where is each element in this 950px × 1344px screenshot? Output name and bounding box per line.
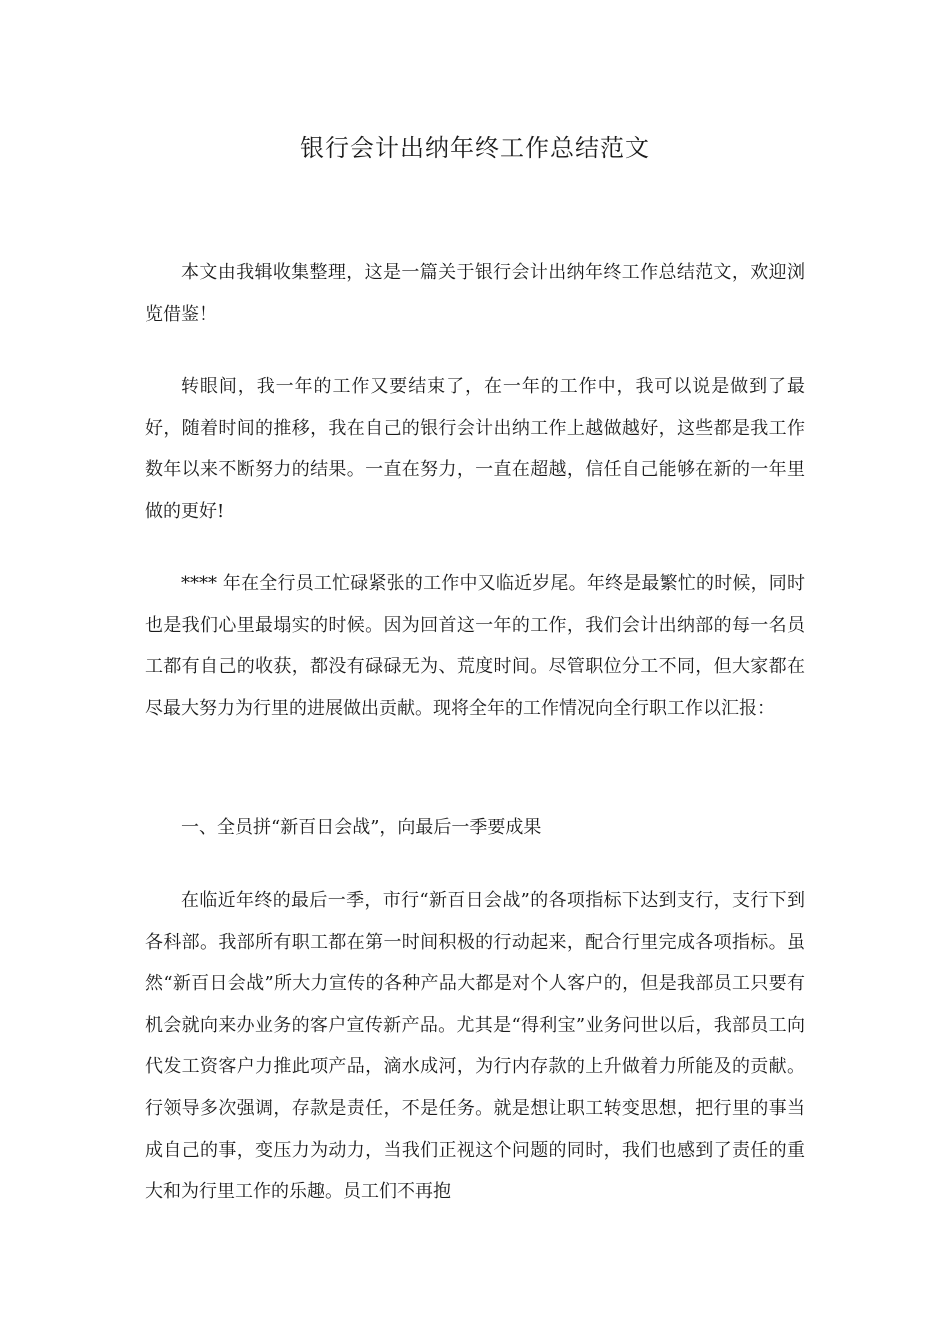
paragraph-overview: **** 年在全行员工忙碌紧张的工作中又临近岁尾。年终是最繁忙的时候，同时也是我们心里最塌实的时候。因为回首这一年的工作，我们会计出纳部的每一名员工都有自己的收获，都没有碌碌无为、荒度时间。尽管职位分工不同，但大家都在尽最大努力为行里的进展做出贡献。现将全年的工作情况向全行职工作以汇报：	[145, 573, 805, 719]
paragraph-opening: 转眼间，我一年的工作又要结束了，在一年的工作中，我可以说是做到了最好，随着时间的推移，我在自己的银行会计出纳工作上越做越好，这些都是我工作数年以来不断努力的结果。一直在努力，一直在超越，信任自己能够在新的一年里做的更好!	[145, 376, 805, 522]
document-title: 银行会计出纳年终工作总结范文	[300, 134, 650, 162]
section-heading-1: 一、全员拼“新百日会战”，向最后一季要成果	[181, 817, 542, 838]
paragraph-section-1: 在临近年终的最后一季，市行“新百日会战”的各项指标下达到支行，支行下到各科部。我部所有职工都在第一时间积极的行动起来，配合行里完成各项指标。虽然“新百日会战”所大力宣传的各种产品大都是对个人客户的，但是我部员工只要有机会就向来办业务的客户宣传新产品。尤其是“得利宝”业务问世以后，我部员工向代发工资客户力推此项产品，滴水成河，为行内存款的上升做着力所能及的贡献。行领导多次强调，存款是责任，不是任务。就是想让职工转变思想，把行里的事当成自己的事，变压力为动力，当我们正视这个问题的同时，我们也感到了责任的重大和为行里工作的乐趣。员工们不再抱	[145, 890, 805, 1203]
paragraph-intro: 本文由我辑收集整理，这是一篇关于银行会计出纳年终工作总结范文，欢迎浏览借鉴！	[145, 262, 805, 325]
